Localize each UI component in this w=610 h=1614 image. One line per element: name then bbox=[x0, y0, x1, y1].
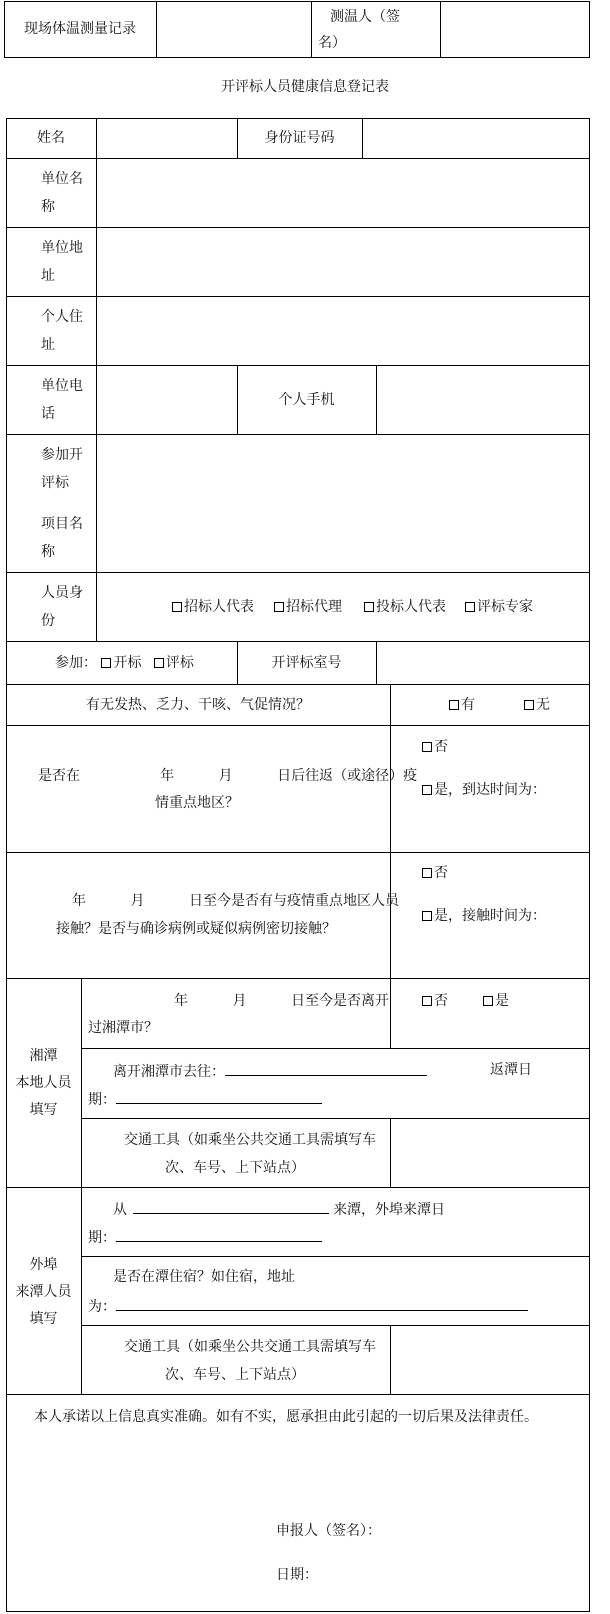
checkbox-icon[interactable] bbox=[422, 868, 432, 878]
temp-record-value[interactable] bbox=[157, 2, 310, 57]
checkbox-icon[interactable] bbox=[274, 602, 284, 612]
arrival-date-blank[interactable] bbox=[116, 1227, 322, 1242]
travel-no-option[interactable]: 否 bbox=[422, 738, 448, 756]
stay-address-blank[interactable] bbox=[116, 1296, 528, 1311]
home-address-label-2: 址 bbox=[41, 337, 55, 353]
origin-suffix: 来潭，外埠来潭日 bbox=[333, 1202, 445, 1218]
arrival-date-label: 期： bbox=[88, 1230, 116, 1246]
name-input[interactable] bbox=[97, 119, 236, 157]
project-input[interactable] bbox=[97, 435, 589, 571]
stay-address-row bbox=[88, 1296, 528, 1316]
symptoms-yes-option[interactable]: 有 bbox=[449, 696, 475, 714]
checkbox-icon[interactable] bbox=[422, 911, 432, 921]
pledge-text: 本人承诺以上信息真实准确。如有不实，愿承担由此引起的一切后果及法律责任。 bbox=[34, 1409, 538, 1425]
form-title: 开评标人员健康信息登记表 bbox=[221, 79, 389, 95]
outside-transport-line2: 次、车号、上下站点） bbox=[165, 1367, 305, 1383]
local-transport-line1: 交通工具（如乘坐公共交通工具需填写车 bbox=[124, 1132, 376, 1148]
temp-record-label: 现场体温测量记录 bbox=[24, 21, 136, 37]
id-number-label: 身份证号码 bbox=[264, 130, 335, 146]
role-label-2: 份 bbox=[41, 613, 55, 629]
mobile-label: 个人手机 bbox=[278, 392, 335, 408]
checkbox-icon[interactable] bbox=[465, 602, 475, 612]
room-label: 开评标室号 bbox=[271, 655, 342, 671]
declaration-date-label: 日期： bbox=[276, 1567, 318, 1583]
org-address-input[interactable] bbox=[97, 228, 589, 295]
project-label-1: 参加开 bbox=[41, 447, 83, 463]
origin-blank[interactable] bbox=[133, 1199, 329, 1214]
destination-label: 离开湘潭市去往： bbox=[113, 1064, 225, 1080]
local-group-label-2: 本地人员 bbox=[15, 1075, 72, 1091]
checkbox-icon[interactable] bbox=[422, 785, 432, 795]
role-option-expert[interactable]: 评标专家 bbox=[465, 598, 533, 616]
attend-eval-checkbox[interactable] bbox=[154, 658, 164, 668]
id-number-input[interactable] bbox=[363, 119, 589, 157]
return-date-row bbox=[88, 1089, 322, 1109]
outside-group-label-2: 来潭人员 bbox=[15, 1284, 72, 1300]
org-phone-input[interactable] bbox=[97, 366, 236, 433]
origin-label: 从 bbox=[113, 1202, 127, 1218]
checkbox-icon[interactable] bbox=[524, 700, 534, 710]
name-label: 姓名 bbox=[37, 130, 65, 146]
checkbox-icon[interactable] bbox=[483, 996, 493, 1006]
attend-open-checkbox[interactable] bbox=[101, 658, 111, 668]
outside-transport-line1: 交通工具（如乘坐公共交通工具需填写车 bbox=[124, 1339, 376, 1355]
checkbox-icon[interactable] bbox=[449, 700, 459, 710]
travel-question-line2: 情重点地区？ bbox=[155, 795, 239, 811]
attend-open-label: 开标 bbox=[113, 655, 142, 671]
symptoms-no-option[interactable]: 无 bbox=[524, 696, 550, 714]
leave-question-line2: 过湘潭市？ bbox=[88, 1020, 158, 1036]
attend-label: 参加： bbox=[55, 655, 97, 671]
destination-row bbox=[113, 1061, 427, 1081]
contact-yes-option[interactable]: 是，接触时间为： bbox=[422, 907, 546, 925]
local-group-label-3: 填写 bbox=[29, 1102, 58, 1118]
home-address-input[interactable] bbox=[97, 297, 589, 364]
leave-no-option[interactable]: 否 bbox=[422, 992, 448, 1010]
attend-row bbox=[55, 654, 194, 672]
return-date-label: 期： bbox=[88, 1092, 116, 1108]
org-phone-label-2: 话 bbox=[41, 406, 55, 422]
return-date-blank[interactable] bbox=[116, 1089, 322, 1104]
checkbox-icon[interactable] bbox=[172, 602, 182, 612]
role-label-1: 人员身 bbox=[41, 585, 83, 601]
return-label: 返潭日 bbox=[490, 1062, 532, 1078]
checkbox-icon[interactable] bbox=[422, 996, 432, 1006]
contact-question-line1: 年 月 日至今是否有与疫情重点地区人员 bbox=[72, 893, 400, 909]
leave-question-line1: 年 月 日至今是否离开 bbox=[174, 993, 390, 1009]
role-option-bidder[interactable]: 投标人代表 bbox=[364, 598, 446, 616]
destination-blank[interactable] bbox=[225, 1061, 427, 1076]
checkbox-icon[interactable] bbox=[364, 602, 374, 612]
attend-eval-label: 评标 bbox=[165, 655, 194, 671]
contact-no-option[interactable]: 否 bbox=[422, 864, 448, 882]
outside-group-label-1: 外埠 bbox=[29, 1257, 58, 1273]
org-address-label-2: 址 bbox=[41, 268, 55, 284]
declarant-signature-label: 申报人（签名）： bbox=[276, 1523, 381, 1539]
signer-label-line1: 测温人（签 bbox=[330, 9, 400, 25]
contact-question-line2: 接触？是否与确诊病例或疑似病例密切接触？ bbox=[56, 921, 336, 937]
mobile-input[interactable] bbox=[377, 366, 589, 433]
org-phone-label-1: 单位电 bbox=[41, 378, 83, 394]
travel-question-line1: 是否在 年 月 日后往返（或途径）疫 bbox=[38, 768, 418, 784]
project-label-4: 称 bbox=[41, 544, 55, 560]
project-label-3: 项目名 bbox=[41, 516, 83, 532]
origin-row bbox=[113, 1199, 445, 1219]
outside-transport-input[interactable] bbox=[391, 1326, 589, 1393]
leave-yes-option[interactable]: 是 bbox=[483, 992, 509, 1010]
symptoms-question: 有无发热、乏力、干咳、气促情况？ bbox=[86, 697, 310, 713]
travel-yes-option[interactable]: 是，到达时间为： bbox=[422, 781, 546, 799]
stay-question: 是否在潭住宿？如住宿，地址 bbox=[113, 1269, 295, 1285]
local-transport-input[interactable] bbox=[391, 1119, 589, 1186]
org-name-input[interactable] bbox=[97, 159, 589, 226]
org-name-label-1: 单位名 bbox=[41, 171, 83, 187]
role-option-agent[interactable]: 招标代理 bbox=[274, 598, 342, 616]
local-transport-line2: 次、车号、上下站点） bbox=[165, 1160, 305, 1176]
org-address-label-1: 单位地 bbox=[41, 240, 83, 256]
local-group-label-1: 湘潭 bbox=[29, 1048, 58, 1064]
signer-label-line2: 名） bbox=[318, 35, 346, 51]
home-address-label-1: 个人住 bbox=[41, 309, 83, 325]
org-name-label-2: 称 bbox=[41, 199, 55, 215]
role-option-tenderee[interactable]: 招标人代表 bbox=[172, 598, 254, 616]
checkbox-icon[interactable] bbox=[422, 742, 432, 752]
arrival-date-row bbox=[88, 1227, 322, 1247]
project-label-2: 评标 bbox=[41, 475, 69, 491]
room-input[interactable] bbox=[377, 642, 589, 683]
outside-group-label-3: 填写 bbox=[29, 1311, 58, 1327]
stay-address-label: 为： bbox=[88, 1299, 116, 1315]
signer-value[interactable] bbox=[441, 2, 589, 57]
